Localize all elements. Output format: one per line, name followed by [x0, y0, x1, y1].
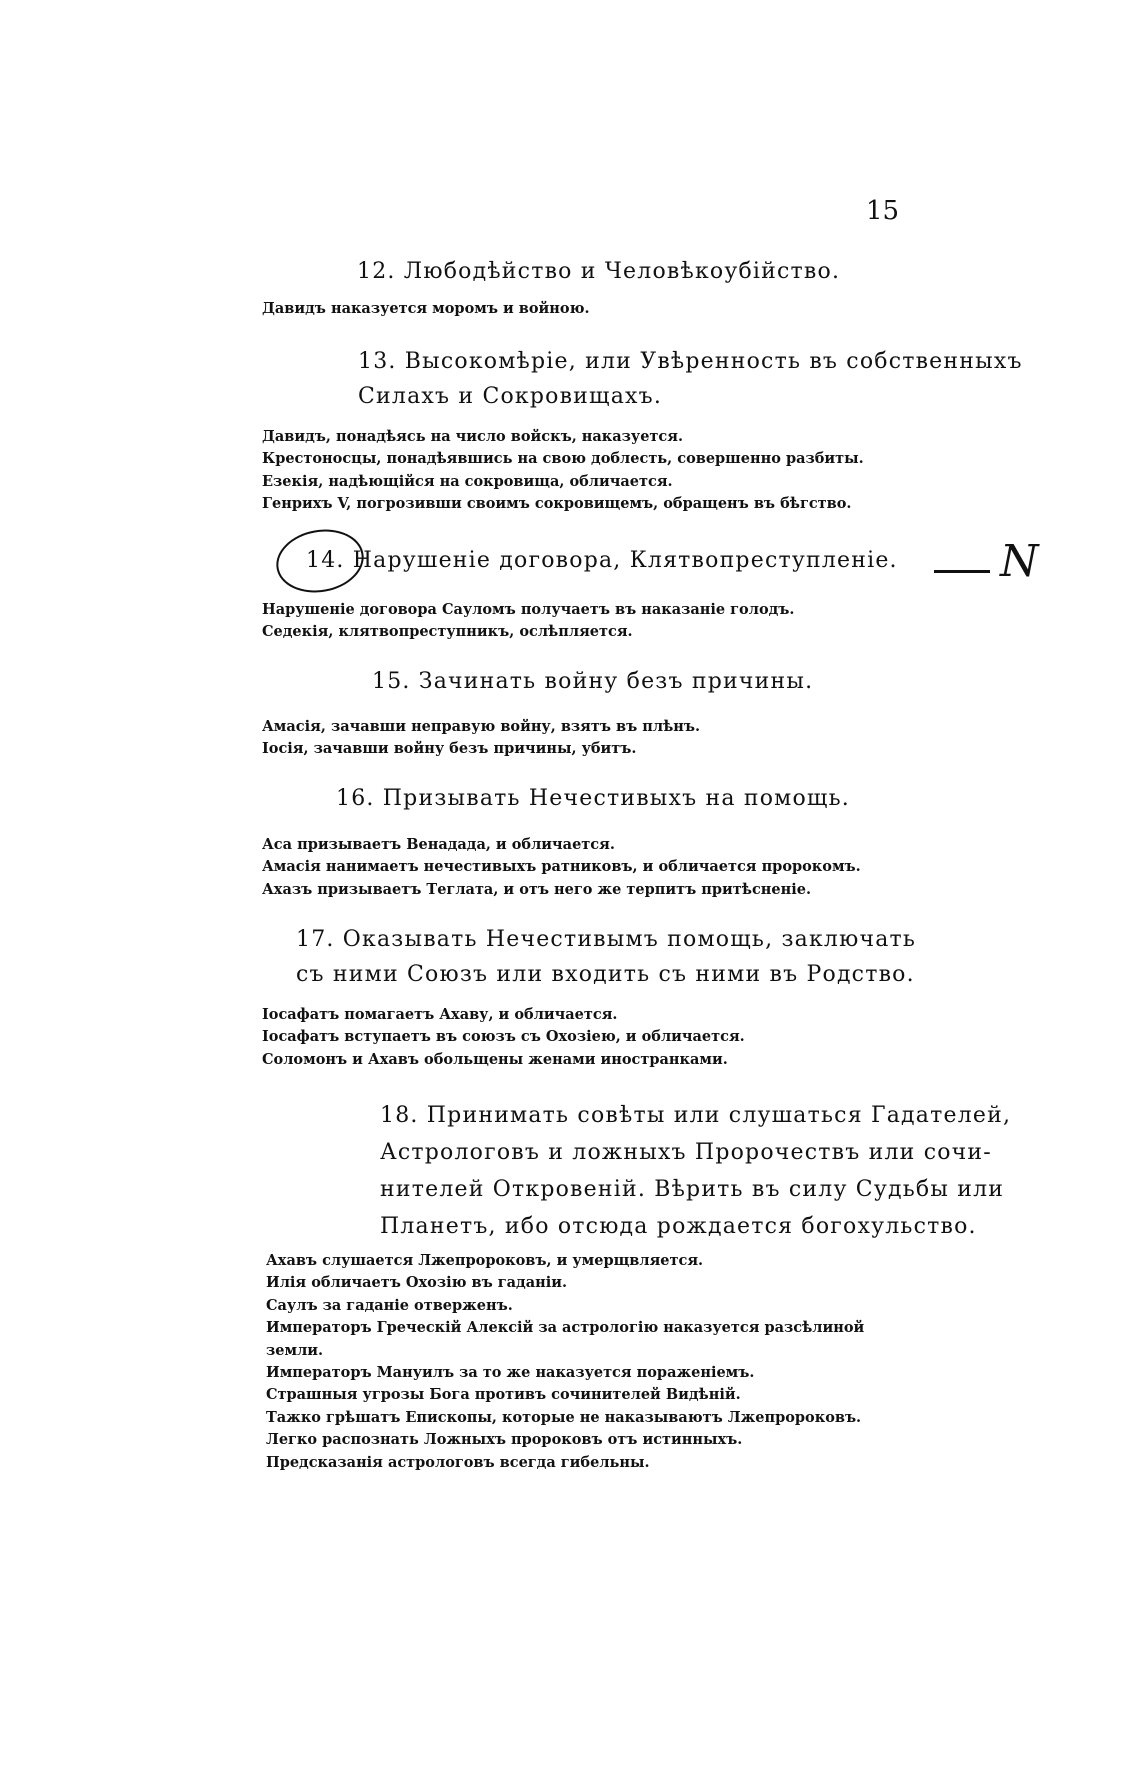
- entry-line: Соломонъ и Ахавъ обольщены женами иностранками.: [262, 1050, 728, 1068]
- section-15-entries: [262, 716, 700, 761]
- section-title-line-4: Планетъ, ибо отсюда рождается богохульство.: [380, 1214, 977, 1239]
- entry-line: Іосафатъ вступаетъ въ союзъ съ Охозіею, и обличается.: [262, 1028, 745, 1046]
- entry-line: Императоръ Мануилъ за то же наказуется пораженіемъ.: [266, 1364, 755, 1382]
- section-13-entries: [262, 426, 864, 516]
- section-title-line-1: [380, 1097, 1011, 1134]
- section-title: Принимать совѣты или слушаться Гадателей,: [426, 1103, 1012, 1128]
- entry-line: Страшныя угрозы Бога противъ сочинителей Видѣній.: [266, 1386, 741, 1404]
- section-number: 15.: [372, 669, 411, 694]
- section-14-entries: [262, 599, 794, 644]
- entry-line: Тажко грѣшатъ Епископы, которые не наказываютъ Лжепророковъ.: [266, 1408, 862, 1426]
- section-title: Призывать Нечестивыхъ на помощь.: [382, 786, 850, 811]
- entry-line: Илія обличаетъ Охозію въ гаданіи.: [266, 1274, 568, 1292]
- entry-line: Легко распознать Ложныхъ пророковъ отъ истинныхъ.: [266, 1431, 743, 1449]
- section-title-line-2: съ ними Союзъ или входить съ ними въ Родство.: [296, 962, 915, 987]
- section-title-line-1: [296, 922, 916, 957]
- section-number: 17.: [296, 927, 335, 952]
- entry-line: Ахавъ слушается Лжепророковъ, и умерщвляется.: [266, 1252, 704, 1269]
- entry-line: Амасія, зачавши неправую войну, взятъ въ плѣнъ.: [262, 718, 701, 735]
- entry-line: Іосафатъ помагаетъ Ахаву, и обличается.: [262, 1006, 618, 1023]
- section-title-line-1: [358, 344, 1023, 379]
- entry-line: Нарушеніе договора Сауломъ получаетъ въ наказаніе голодъ.: [262, 601, 795, 618]
- section-title: Нарушеніе договора, Клятвопреступленіе.: [352, 548, 898, 573]
- section-title-line-2: Силахъ и Сокровищахъ.: [358, 384, 663, 409]
- entry-line: Амасія нанимаетъ нечестивыхъ ратниковъ, и обличается пророкомъ.: [262, 858, 861, 876]
- section-17-entries: [262, 1004, 745, 1071]
- section-12-entries: [262, 298, 590, 320]
- section-title: Оказывать Нечестивымъ помощь, заключать: [342, 927, 917, 952]
- page-number: 15: [866, 196, 900, 226]
- section-15-heading: [372, 664, 813, 699]
- entry-line: Генрихъ V, погрозивши своимъ сокровищемъ, обращенъ въ бѣгство.: [262, 495, 852, 513]
- section-number: 16.: [336, 786, 375, 811]
- section-13-heading: [358, 344, 1023, 414]
- section-title: Любодѣйство и Человѣкоубійство.: [403, 259, 841, 284]
- section-title-line-2: Астрологовъ и ложныхъ Пророчествъ или сочи-: [380, 1140, 992, 1165]
- entry-line: Давидъ, понадѣясь на число войскъ, наказуется.: [262, 428, 684, 445]
- section-18-heading: [380, 1097, 1011, 1245]
- section-14-heading: [306, 543, 898, 578]
- section-16-heading: [336, 781, 850, 816]
- entry-line: Предсказанія астрологовъ всегда гибельны.: [266, 1453, 650, 1471]
- entry-line: Седекія, клятвопреступникъ, ослѣпляется.: [262, 623, 633, 641]
- section-number: 18.: [380, 1103, 419, 1128]
- entry-line: Езекія, надѣющійся на сокровища, обличается.: [262, 472, 673, 490]
- section-title: Высокомѣріе, или Увѣренность въ собственныхъ: [404, 349, 1023, 374]
- entry-line: Ахазъ призываетъ Теглата, и отъ него же терпитъ притѣсненіе.: [262, 880, 812, 898]
- entry-line: Аса призываетъ Венадада, и обличается.: [262, 836, 615, 853]
- section-title: Зачинать войну безъ причины.: [418, 669, 814, 694]
- section-number: 12.: [357, 259, 396, 284]
- section-number: 13.: [358, 349, 397, 374]
- section-title-line-3: нителей Откровеній. Вѣрить въ силу Судьбы или: [380, 1177, 1005, 1202]
- section-12-heading: [357, 254, 840, 289]
- entry-line: Крестоносцы, понадѣявшись на свою доблесть, совершенно разбиты.: [262, 450, 864, 468]
- entry-line: Императоръ Греческій Алексій за астрологію наказуется разсѣлиной земли.: [266, 1319, 865, 1359]
- margin-handwritten-annotation: N: [1000, 536, 1037, 587]
- section-number: 14.: [306, 548, 345, 573]
- section-16-entries: [262, 834, 861, 901]
- entry-line: Давидъ наказуется моромъ и войною.: [262, 300, 590, 317]
- section-17-heading: [296, 922, 916, 992]
- entry-line: Іосія, зачавши войну безъ причины, убитъ.: [262, 740, 637, 758]
- entry-line: Саулъ за гаданіе отверженъ.: [266, 1296, 513, 1314]
- margin-dash: [934, 570, 990, 573]
- section-18-entries: [266, 1250, 916, 1474]
